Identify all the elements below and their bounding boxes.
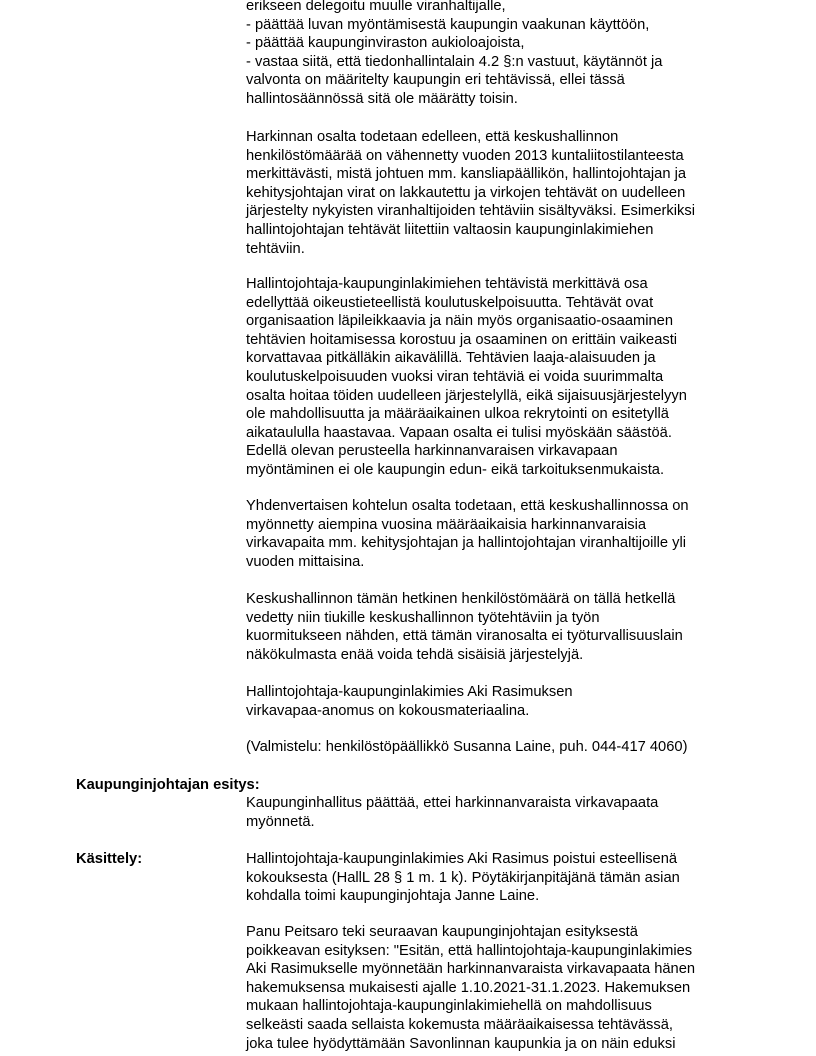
text-line: Edellä olevan perusteella harkinnanvaraisen virkavapaan <box>246 443 618 460</box>
text-line: korvattavaa pitkälläkin aikavälillä. Tehtävien laaja-alaisuuden ja <box>246 350 656 367</box>
text-line: Aki Rasimukselle myönnetään harkinnanvaraista virkavapaata hänen <box>246 961 696 978</box>
text-line: edellyttää oikeustieteellistä koulutuskelpoisuutta. Tehtävät ovat <box>246 294 654 311</box>
valmistelu-paragraph <box>246 738 766 757</box>
text-line: virkavapaita mm. kehitysjohtajan ja hallintojohtajan viranhaltijoille yli <box>246 535 687 552</box>
esitys-paragraph <box>246 794 766 831</box>
text-line: Keskushallinnon tämän hetkinen henkilöstömäärä on tällä hetkellä <box>246 591 676 607</box>
harkinta-paragraph <box>246 128 766 258</box>
text-line: myönnetä. <box>246 813 315 830</box>
anomus-paragraph <box>246 683 766 720</box>
text-line: Yhdenvertaisen kohtelun osalta todetaan, että keskushallinnossa on <box>246 498 689 514</box>
text-line: - päättää kaupunginviraston aukioloajoista, <box>246 35 525 52</box>
text-line: vedetty niin tiukille keskushallinnon työtehtäviin ja työn <box>246 609 600 626</box>
text-line: (Valmistelu: henkilöstöpäällikkö Susanna Laine, puh. 044-417 4060) <box>246 739 688 755</box>
text-line: Hallintojohtaja-kaupunginlakimies Aki Rasimuksen <box>246 684 573 700</box>
text-line: Kaupunginhallitus päättää, ettei harkinnanvaraista virkavapaata <box>246 795 659 811</box>
text-line: poikkeavan esityksen: "Esitän, että hallintojohtaja-kaupunginlakimies <box>246 942 693 959</box>
peitsaro-paragraph <box>246 923 766 1053</box>
text-line: kehitysjohtajan virat on lakkautettu ja virkojen tehtävät on uudelleen <box>246 184 686 201</box>
yhdenvertainen-paragraph <box>246 497 766 571</box>
text-line: hakemuksensa mukaisesti ajalle 1.10.2021-31.1.2023. Hakemuksen <box>246 979 691 996</box>
esitys-label: Kaupunginjohtajan esitys: <box>76 777 260 793</box>
text-line: ole mahdollisuutta ja määräaikainen ulkoa rekrytointi on esitetyllä <box>246 406 669 423</box>
text-line: organisaation läpileikkaavia ja näin myös organisaatio-osaaminen <box>246 313 674 330</box>
text-line: erikseen delegoitu muulle viranhaltijalle, <box>246 0 506 14</box>
text-line: osalta hoitaa töiden uudelleen järjestelyllä, eikä sijaisuusjärjestelyyn <box>246 387 687 404</box>
text-line: myönnetty aiempina vuosina määräaikaisia harkinnanvaraisia <box>246 516 647 533</box>
text-line: vuoden mittaisina. <box>246 553 365 570</box>
text-line: aikataululla haastavaa. Vapaan osalta ei tulisi myöskään säästöä. <box>246 424 672 441</box>
text-line: myöntäminen ei ole kaupungin edun- eikä tarkoituksenmukaista. <box>246 461 665 478</box>
text-line: joka tulee hyödyttämään Savonlinnan kaupunkia ja on näin eduksi <box>246 1035 676 1052</box>
henkilosto-paragraph <box>246 590 766 664</box>
text-line: hallintosäännössä sitä ole määrätty toisin. <box>246 90 518 107</box>
text-line: merkittävästi, mistä johtuen mm. kansliapäällikön, hallintojohtajan ja <box>246 166 687 183</box>
text-line: Panu Peitsaro teki seuraavan kaupunginjohtajan esityksestä <box>246 924 638 940</box>
text-line: Hallintojohtaja-kaupunginlakimies Aki Rasimus poistui esteellisenä <box>246 851 678 867</box>
text-line: järjestelty nykyisten viranhaltijoiden tehtäviin sisältyväksi. Esimerkiksi <box>246 203 695 220</box>
text-line: tehtävien hoitamisessa korostuu ja osaaminen on erittäin vaikeasti <box>246 331 678 348</box>
text-line: Harkinnan osalta todetaan edelleen, että keskushallinnon <box>246 129 619 145</box>
text-line: kokouksesta (HallL 28 § 1 m. 1 k). Pöytäkirjanpitäjänä tämän asian <box>246 869 680 886</box>
kasittely-label: Käsittely: <box>76 851 143 867</box>
text-line: henkilöstömäärää on vähennetty vuoden 2013 kuntaliitostilanteesta <box>246 147 684 164</box>
text-line: - päättää luvan myöntämisestä kaupungin vaakunan käyttöön, <box>246 16 650 33</box>
text-line: kohdalla toimi kaupunginjohtaja Janne Laine. <box>246 888 540 905</box>
kasittely-paragraph <box>246 850 766 906</box>
text-line: näkökulmasta enää voida tehdä sisäisiä järjestelyjä. <box>246 646 584 663</box>
tehtavat-paragraph <box>246 275 766 480</box>
text-line: virkavapaa-anomus on kokousmateriaalina. <box>246 702 530 719</box>
text-line: hallintojohtajan tehtävät liitettiin valtaosin kaupunginlakimiehen <box>246 221 654 238</box>
text-line: koulutuskelpoisuuden vuoksi viran tehtäviä ei voida suurimmalta <box>246 368 664 385</box>
intro-paragraph <box>246 0 766 109</box>
text-line: valvonta on määritelty kaupungin eri tehtävissä, ellei tässä <box>246 72 625 89</box>
text-line: selkeästi saada sellaista kokemusta määräaikaisessa tehtävässä, <box>246 1016 673 1033</box>
text-line: mukaan hallintojohtaja-kaupunginlakimiehellä on mahdollisuus <box>246 998 652 1015</box>
text-line: kuormitukseen nähden, että tämän viranosalta ei työturvallisuuslain <box>246 628 683 645</box>
text-line: - vastaa siitä, että tiedonhallintalain 4.2 §:n vastuut, käytännöt ja <box>246 53 663 70</box>
text-line: tehtäviin. <box>246 240 305 257</box>
text-line: Hallintojohtaja-kaupunginlakimiehen tehtävistä merkittävä osa <box>246 276 648 292</box>
